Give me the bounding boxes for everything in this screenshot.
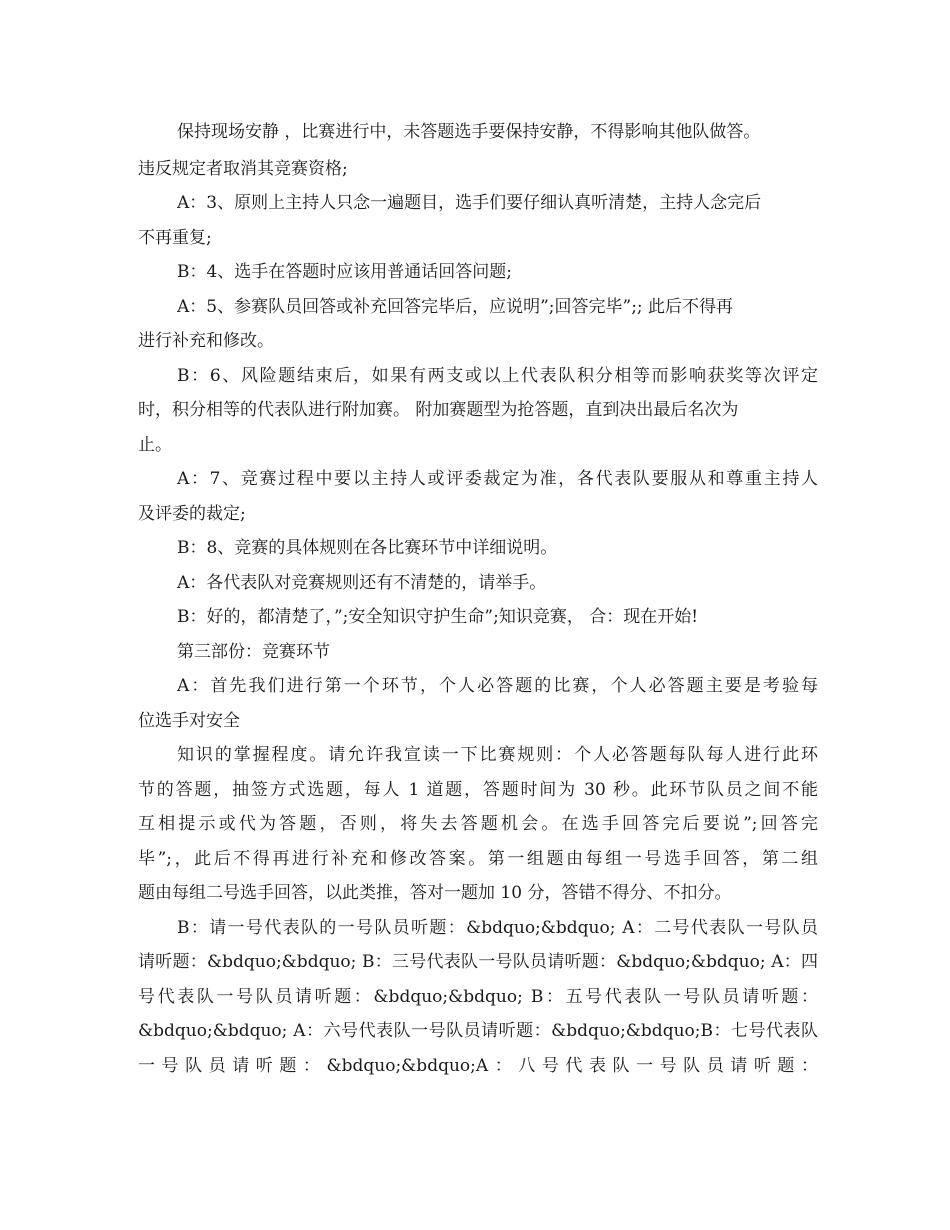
text-line: A：首先我们进行第一个环节，个人必答题的比赛，个人必答题主要是考验每	[177, 676, 818, 696]
text-line: 止。	[138, 435, 172, 455]
text-line: A：5、参赛队员回答或补充回答完毕后，应说明”;回答完毕”;; 此后不得再	[177, 297, 734, 317]
text-line: A：7、竞赛过程中要以主持人或评委裁定为准，各代表队要服从和尊重主持人	[177, 469, 818, 489]
text-line: 号代表队一号队员请听题：&bdquo;&bdquo; B：五号代表队一号队员请听题：	[138, 987, 818, 1007]
text-line: 题由每组二号选手回答，以此类推，答对一题加 10 分，答错不得分、不扣分。	[138, 883, 732, 903]
text-line: B：8、竞赛的具体规则在各比赛环节中详细说明。	[177, 538, 558, 558]
text-line: 及评委的裁定;	[138, 504, 246, 524]
text-line: 不再重复;	[138, 228, 212, 248]
text-line: B：6、风险题结束后，如果有两支或以上代表队积分相等而影响获奖等次评定	[177, 366, 818, 386]
text-line: &bdquo;&bdquo; A：六号代表队一号队员请听题：&bdquo;&bdquo;B：七号代表队	[138, 1021, 818, 1041]
section-heading: 第三部份：竞赛环节	[177, 642, 330, 662]
text-line: A：3、原则上主持人只念一遍题目，选手们要仔细认真听清楚，主持人念完后	[177, 193, 762, 213]
text-line: A：各代表队对竞赛规则还有不清楚的，请举手。	[177, 573, 547, 593]
text-line: B：好的，都清楚了，”;安全知识守护生命”;知识竞赛， 合：现在开始!	[177, 607, 699, 627]
text-line: 违反规定者取消其竞赛资格;	[138, 159, 348, 179]
text-line: B：请一号代表队的一号队员听题：&bdquo;&bdquo; A：二号代表队一号队员	[177, 918, 818, 938]
text-line: 毕”;，此后不得再进行补充和修改答案。第一组题由每组一号选手回答，第二组	[138, 849, 818, 869]
text-line: 节的答题，抽签方式选题，每人 1 道题，答题时间为 30 秒。此环节队员之间不能	[138, 780, 818, 800]
text-line: 知识的掌握程度。请允许我宣读一下比赛规则：个人必答题每队每人进行此环	[177, 745, 818, 765]
text-line: 请听题：&bdquo;&bdquo; B：三号代表队一号队员请听题：&bdquo;&bdquo; A：四	[138, 952, 818, 972]
text-line: 互相提示或代为答题，否则，将失去答题机会。在选手回答完后要说”;回答完	[138, 814, 818, 834]
text-line: 保持现场安静 ，比赛进行中，未答题选手要保持安静，不得影响其他队做答。	[177, 122, 761, 142]
text-line: 时，积分相等的代表队进行附加赛。 附加赛题型为抢答题，直到决出最后名次为	[138, 400, 739, 420]
text-line: 进行补充和修改。	[138, 331, 274, 351]
text-line: 位选手对安全	[138, 711, 240, 731]
text-line: 一号队员请听题：&bdquo;&bdquo;A：八号代表队一号队员请听题：	[138, 1056, 818, 1076]
text-line: B：4、选手在答题时应该用普通话回答问题;	[177, 262, 513, 282]
